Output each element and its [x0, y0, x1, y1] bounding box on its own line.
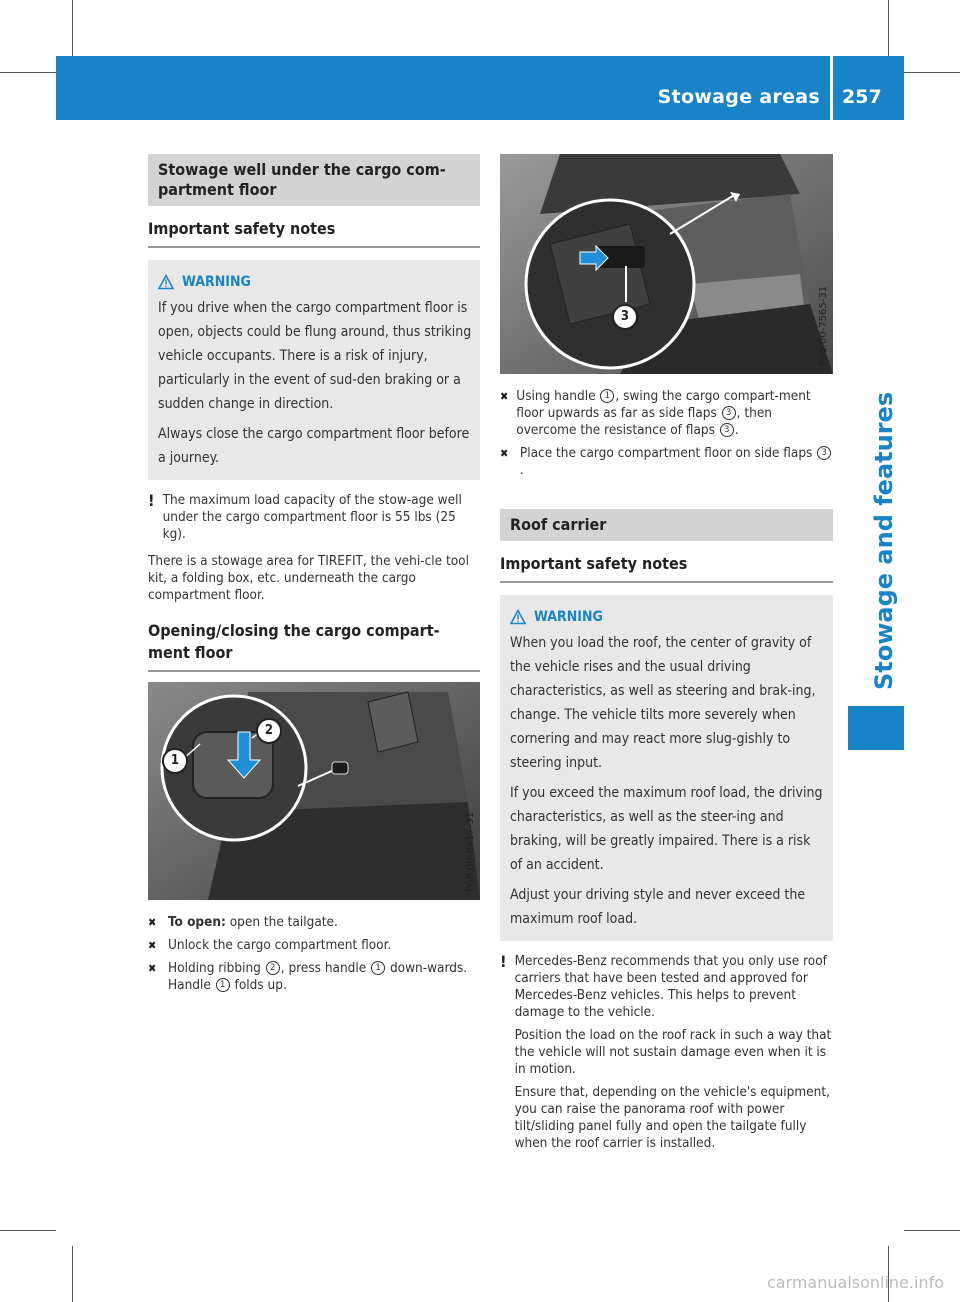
- callout-ref-2: 2: [266, 961, 280, 975]
- step-text: Holding ribbing: [168, 960, 265, 976]
- callout-ref-1: 1: [216, 978, 230, 992]
- side-tab-label: Stowage and features: [870, 391, 898, 690]
- note-exclamation-icon: !: [500, 952, 507, 971]
- crop-mark: [904, 72, 960, 73]
- callout-2: 2: [256, 718, 282, 744]
- step-arrow-icon: ✖: [148, 962, 157, 975]
- photo-label: P68.00-8417-31: [465, 811, 476, 892]
- step-arrow-icon: ✖: [500, 447, 509, 460]
- photo-cargo-floor-flaps: [500, 154, 833, 374]
- step-item: [148, 914, 480, 931]
- step-item: [500, 388, 833, 439]
- callout-ref-3: 3: [722, 406, 736, 420]
- steps-swing-floor: [500, 388, 833, 479]
- note-text: Position the load on the roof rack in such a way that the vehicle will not sustain damage even when it is in motion.: [514, 1027, 832, 1077]
- callout-ref-3: 3: [720, 423, 734, 437]
- warning-box-2: [500, 595, 833, 941]
- step-text: .: [519, 462, 524, 478]
- note-load-capacity: [148, 492, 480, 543]
- warning-title: [510, 607, 825, 627]
- note-text: The maximum load capacity of the stow-age well under the cargo compartment floor is 55 lbs (25 kg).: [162, 492, 462, 542]
- step-arrow-icon: ✖: [148, 939, 157, 952]
- step-text: Unlock the cargo compartment floor.: [168, 937, 392, 953]
- callout-ref-1: 1: [600, 389, 614, 403]
- crop-mark: [0, 1230, 56, 1231]
- step-text: , press handle: [280, 960, 371, 976]
- step-item: [148, 960, 480, 994]
- step-bold-label: To open:: [168, 914, 226, 930]
- step-arrow-icon: ✖: [148, 916, 157, 929]
- page-number: 257: [842, 86, 882, 108]
- note-roof-carriers: [500, 953, 833, 1152]
- right-column: [500, 154, 833, 1152]
- step-arrow-icon: ✖: [500, 390, 509, 403]
- step-text: .: [734, 422, 739, 438]
- crop-mark: [72, 0, 73, 56]
- subhead-opening-closing: Opening/closing the cargo compart- ment floor: [148, 620, 480, 672]
- warning-label: WARNING: [534, 609, 603, 625]
- warning-triangle-icon: [510, 609, 526, 625]
- warning-text: If you drive when the cargo compartment floor is open, objects could be flung around, thus striking vehicle occupants. There is a risk of injury, particularly in the event of sud-den braking or a sudden change in direction.: [158, 300, 472, 412]
- callout-ref-3: 3: [817, 446, 831, 460]
- warning-triangle-icon: [158, 274, 174, 290]
- callout-ref-1: 1: [371, 961, 385, 975]
- step-text: folds up.: [230, 977, 287, 993]
- photo-cargo-floor-handle: [148, 682, 480, 900]
- step-item: [500, 445, 833, 479]
- crop-mark: [904, 1230, 960, 1231]
- body-paragraph: There is a stowage area for TIREFIT, the vehi-cle tool kit, a folding box, etc. underneath the cargo compartment floor.: [148, 553, 469, 603]
- step-text: Place the cargo compartment floor on side flaps: [519, 445, 817, 461]
- section-title-roof-carrier: Roof carrier: [500, 509, 833, 541]
- warning-text: Adjust your driving style and never exceed the maximum roof load.: [510, 887, 806, 927]
- warning-label: WARNING: [182, 274, 251, 290]
- step-text: Handle: [168, 977, 215, 993]
- side-flaps-illustration: [500, 154, 833, 374]
- header-divider: [830, 56, 833, 120]
- subhead-safety-notes: Important safety notes: [148, 218, 480, 248]
- step-text: , then overcome the resistance of flaps: [516, 405, 773, 438]
- step-item: [148, 937, 480, 954]
- warning-text: If you exceed the maximum roof load, the driving characteristics, as well as the steer-ing and braking, will be greatly impaired. There is a risk of an accident.: [510, 785, 823, 873]
- header-title: Stowage areas: [657, 86, 820, 108]
- left-column: [148, 154, 480, 1000]
- callout-3: 3: [612, 304, 638, 330]
- subhead-safety-notes: Important safety notes: [500, 553, 833, 583]
- side-tab: [850, 360, 898, 690]
- steps-opening: [148, 914, 480, 994]
- side-tab-block: [848, 706, 904, 750]
- step-text: Using handle: [516, 388, 600, 404]
- crop-mark: [0, 72, 56, 73]
- step-text: down-wards.: [386, 960, 468, 976]
- warning-text: Always close the cargo compartment floor before a journey.: [158, 426, 470, 466]
- crop-mark: [72, 1246, 73, 1302]
- section-title-stowage-well: Stowage well under the cargo com- partment floor: [148, 154, 480, 206]
- watermark: carmanualsonline.info: [766, 1273, 944, 1292]
- warning-box-1: [148, 260, 480, 480]
- cargo-floor-illustration: [148, 682, 480, 900]
- callout-1: 1: [162, 748, 188, 774]
- warning-text: When you load the roof, the center of gravity of the vehicle rises and the usual driving characteristics, as well as steering and brak-ing, change. The vehicle tilts more severely when cornering and may react more slug-gishly to steering input.: [510, 635, 816, 771]
- note-text: Ensure that, depending on the vehicle's equipment, you can raise the panorama roof with power tilt/sliding panel fully and open the tailgate fully when the roof carrier is installed.: [514, 1084, 830, 1151]
- warning-title: [158, 272, 472, 292]
- step-text: , swing the cargo compart-ment floor upwards as far as side flaps: [516, 388, 811, 421]
- step-text: open the tailgate.: [225, 914, 338, 930]
- note-exclamation-icon: !: [148, 491, 155, 510]
- photo-label: P68.00-7565-31: [818, 285, 829, 366]
- note-text: Mercedes-Benz recommends that you only use roof carriers that have been tested and approved for Mercedes-Benz vehicles. This helps to prevent damage to the vehicle.: [514, 953, 827, 1020]
- crop-mark: [888, 0, 889, 56]
